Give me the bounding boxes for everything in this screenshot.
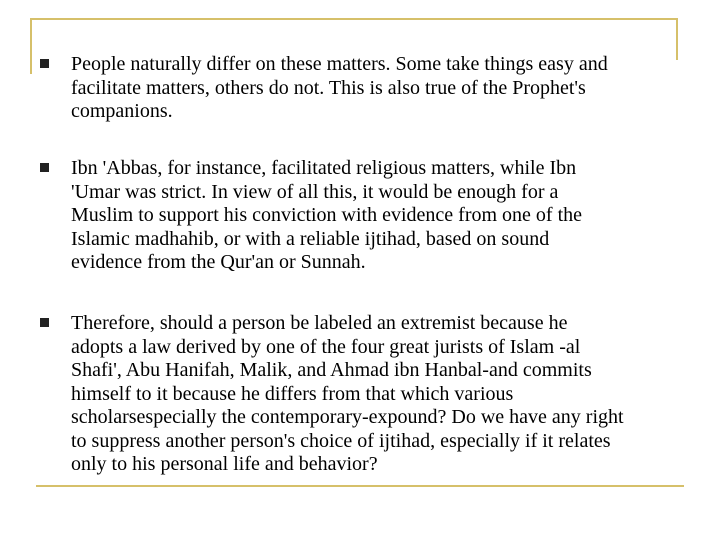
square-bullet-icon: [40, 163, 49, 172]
text-line: Muslim to support his conviction with evidence from one of the: [71, 204, 583, 226]
square-bullet-icon: [40, 318, 49, 327]
text-line: Islamic madhahib, or with a reliable ijtihad, based on sound: [71, 227, 550, 250]
text-line: facilitate matters, others do not. This is also true of the Prophet's: [71, 76, 586, 99]
bullet-text-2: [71, 157, 711, 275]
square-bullet-icon: [40, 59, 49, 68]
text-line: adopts a law derived by one of the four great jurists of Islam -al: [71, 335, 581, 358]
bullet-text-1: [71, 53, 711, 124]
text-line: to suppress another person's choice of ijtihad, especially if it relates: [71, 429, 611, 452]
bullet-text-3: [71, 312, 711, 477]
text-line: only to his personal life and behavior?: [71, 453, 378, 475]
frame-top-rule: [30, 18, 678, 20]
text-line: People naturally differ on these matters. Some take things easy and: [71, 53, 608, 75]
frame-bottom-rule: [36, 485, 684, 487]
text-line: himself to it because he differs from that which various: [71, 382, 514, 405]
text-line: evidence from the Qur'an or Sunnah.: [71, 251, 366, 273]
text-line: companions.: [71, 100, 173, 122]
frame-left-rule: [30, 18, 32, 74]
text-line: Shafi', Abu Hanifah, Malik, and Ahmad ibn Hanbal-and commits: [71, 359, 592, 381]
text-line: Therefore, should a person be labeled an extremist because he: [71, 312, 568, 334]
text-line: 'Umar was strict. In view of all this, it would be enough for a: [71, 180, 559, 203]
text-line: Ibn 'Abbas, for instance, facilitated religious matters, while Ibn: [71, 157, 577, 179]
text-line: scholarsespecially the contemporary-expound? Do we have any right: [71, 406, 624, 428]
